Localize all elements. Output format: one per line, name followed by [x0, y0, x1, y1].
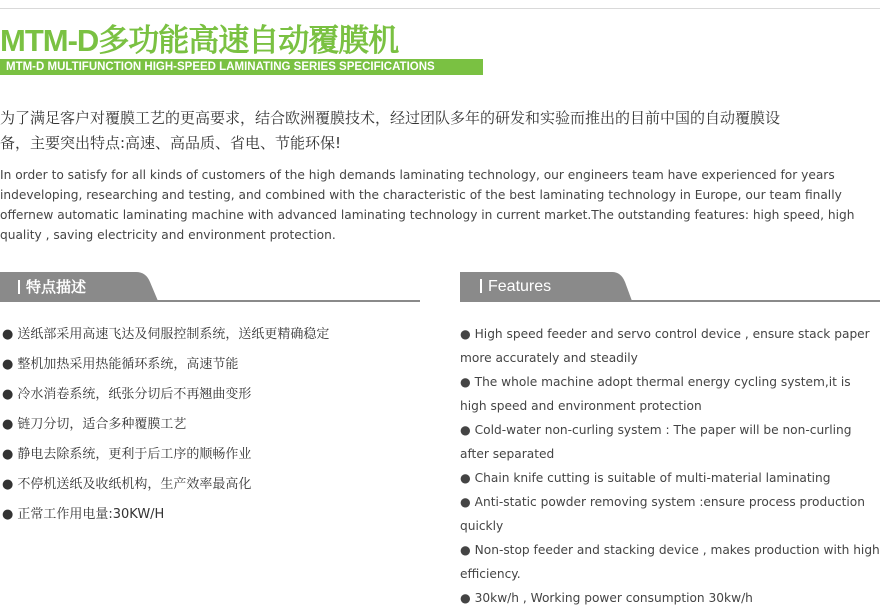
- features-en-rule: [460, 300, 880, 302]
- list-item: [460, 538, 880, 586]
- list-item: [2, 410, 422, 440]
- bullet-icon: ●: [460, 495, 471, 509]
- features-cn-header: [0, 272, 420, 302]
- list-item: [460, 418, 880, 466]
- bullet-icon: ●: [2, 327, 14, 342]
- bullet-icon: ●: [2, 447, 14, 462]
- list-item: [460, 586, 880, 610]
- intro-chinese: 为了满足客户对覆膜工艺的更高要求，结合欧洲覆膜技术，经过团队多年的研发和实验而推出的目前中国的自动覆膜设备，主要突出特点:高速、高品质、省电、节能环保!: [0, 109, 781, 152]
- list-item: [2, 320, 422, 350]
- list-item-text: 静电去除系统，更利于后工序的顺畅作业: [17, 447, 252, 462]
- features-en-heading: Features: [480, 272, 551, 302]
- list-item: [2, 500, 422, 530]
- list-item: [460, 466, 880, 490]
- bullet-icon: ●: [2, 507, 14, 522]
- page-title: MTM-D多功能高速自动覆膜机: [0, 23, 399, 58]
- list-item: [460, 490, 880, 538]
- features-cn-rule: [0, 300, 420, 302]
- list-item: [2, 380, 422, 410]
- page-subtitle: MTM-D MULTIFUNCTION HIGH-SPEED LAMINATING SERIES SPECIFICATIONS: [6, 61, 435, 73]
- list-item-text: Anti-static powder removing system :ensure process production quickly: [460, 495, 865, 533]
- list-item-text: 不停机送纸及收纸机构，生产效率最高化: [17, 477, 252, 492]
- bullet-icon: ●: [2, 417, 14, 432]
- bullet-icon: ●: [460, 327, 471, 341]
- bullet-icon: ●: [460, 423, 471, 437]
- list-item-text: Cold-water non-curling system : The paper will be non-curling after separated: [460, 423, 852, 461]
- features-en-list: [460, 322, 880, 610]
- list-item-text: 30kw/h , Working power consumption 30kw/h: [474, 591, 753, 605]
- features-cn-heading: 特点描述: [18, 272, 86, 302]
- list-item-text: 链刀分切，适合多种覆膜工艺: [17, 417, 187, 432]
- list-item-text: Non-stop feeder and stacking device , makes production with high efficiency.: [460, 543, 880, 581]
- bullet-icon: ●: [2, 387, 14, 402]
- list-item-text: High speed feeder and servo control device , ensure stack paper more accurately and steadily: [460, 327, 870, 365]
- bullet-icon: ●: [460, 543, 471, 557]
- features-en-header: [460, 272, 880, 302]
- list-item: [2, 470, 422, 500]
- features-cn-list: [2, 320, 422, 530]
- list-item: [460, 322, 880, 370]
- list-item-text: 冷水消卷系统，纸张分切后不再翘曲变形: [17, 387, 252, 402]
- list-item: [460, 370, 880, 418]
- list-item: [2, 350, 422, 380]
- list-item-text: The whole machine adopt thermal energy cycling system,it is high speed and environment protection: [460, 375, 851, 413]
- list-item-text: 送纸部采用高速飞达及伺服控制系统，送纸更精确稳定: [17, 327, 330, 342]
- features-cn-tab: [0, 272, 158, 301]
- list-item: [2, 440, 422, 470]
- bullet-icon: ●: [460, 471, 471, 485]
- bullet-icon: ●: [460, 375, 471, 389]
- top-divider: [0, 8, 880, 9]
- intro-english: In order to satisfy for all kinds of customers of the high demands laminating technology, our engineers team have experienced for years indeveloping, researching and testing, and combined with the characteristic of the best laminating technology in Europe, our team finally offernew automatic laminating machine with advanced laminating technology in current market.The outstanding features: high speed, high quality , saving electricity and environment protection.: [0, 168, 855, 242]
- features-en-tab: [460, 272, 618, 301]
- subtitle-banner: [0, 59, 483, 75]
- bullet-icon: ●: [460, 591, 471, 605]
- list-item-text: Chain knife cutting is suitable of multi-material laminating: [474, 471, 831, 485]
- list-item-text: 整机加热采用热能循环系统，高速节能: [17, 357, 239, 372]
- bullet-icon: ●: [2, 357, 14, 372]
- bullet-icon: ●: [2, 477, 14, 492]
- list-item-text: 正常工作用电量:30KW/H: [17, 507, 165, 522]
